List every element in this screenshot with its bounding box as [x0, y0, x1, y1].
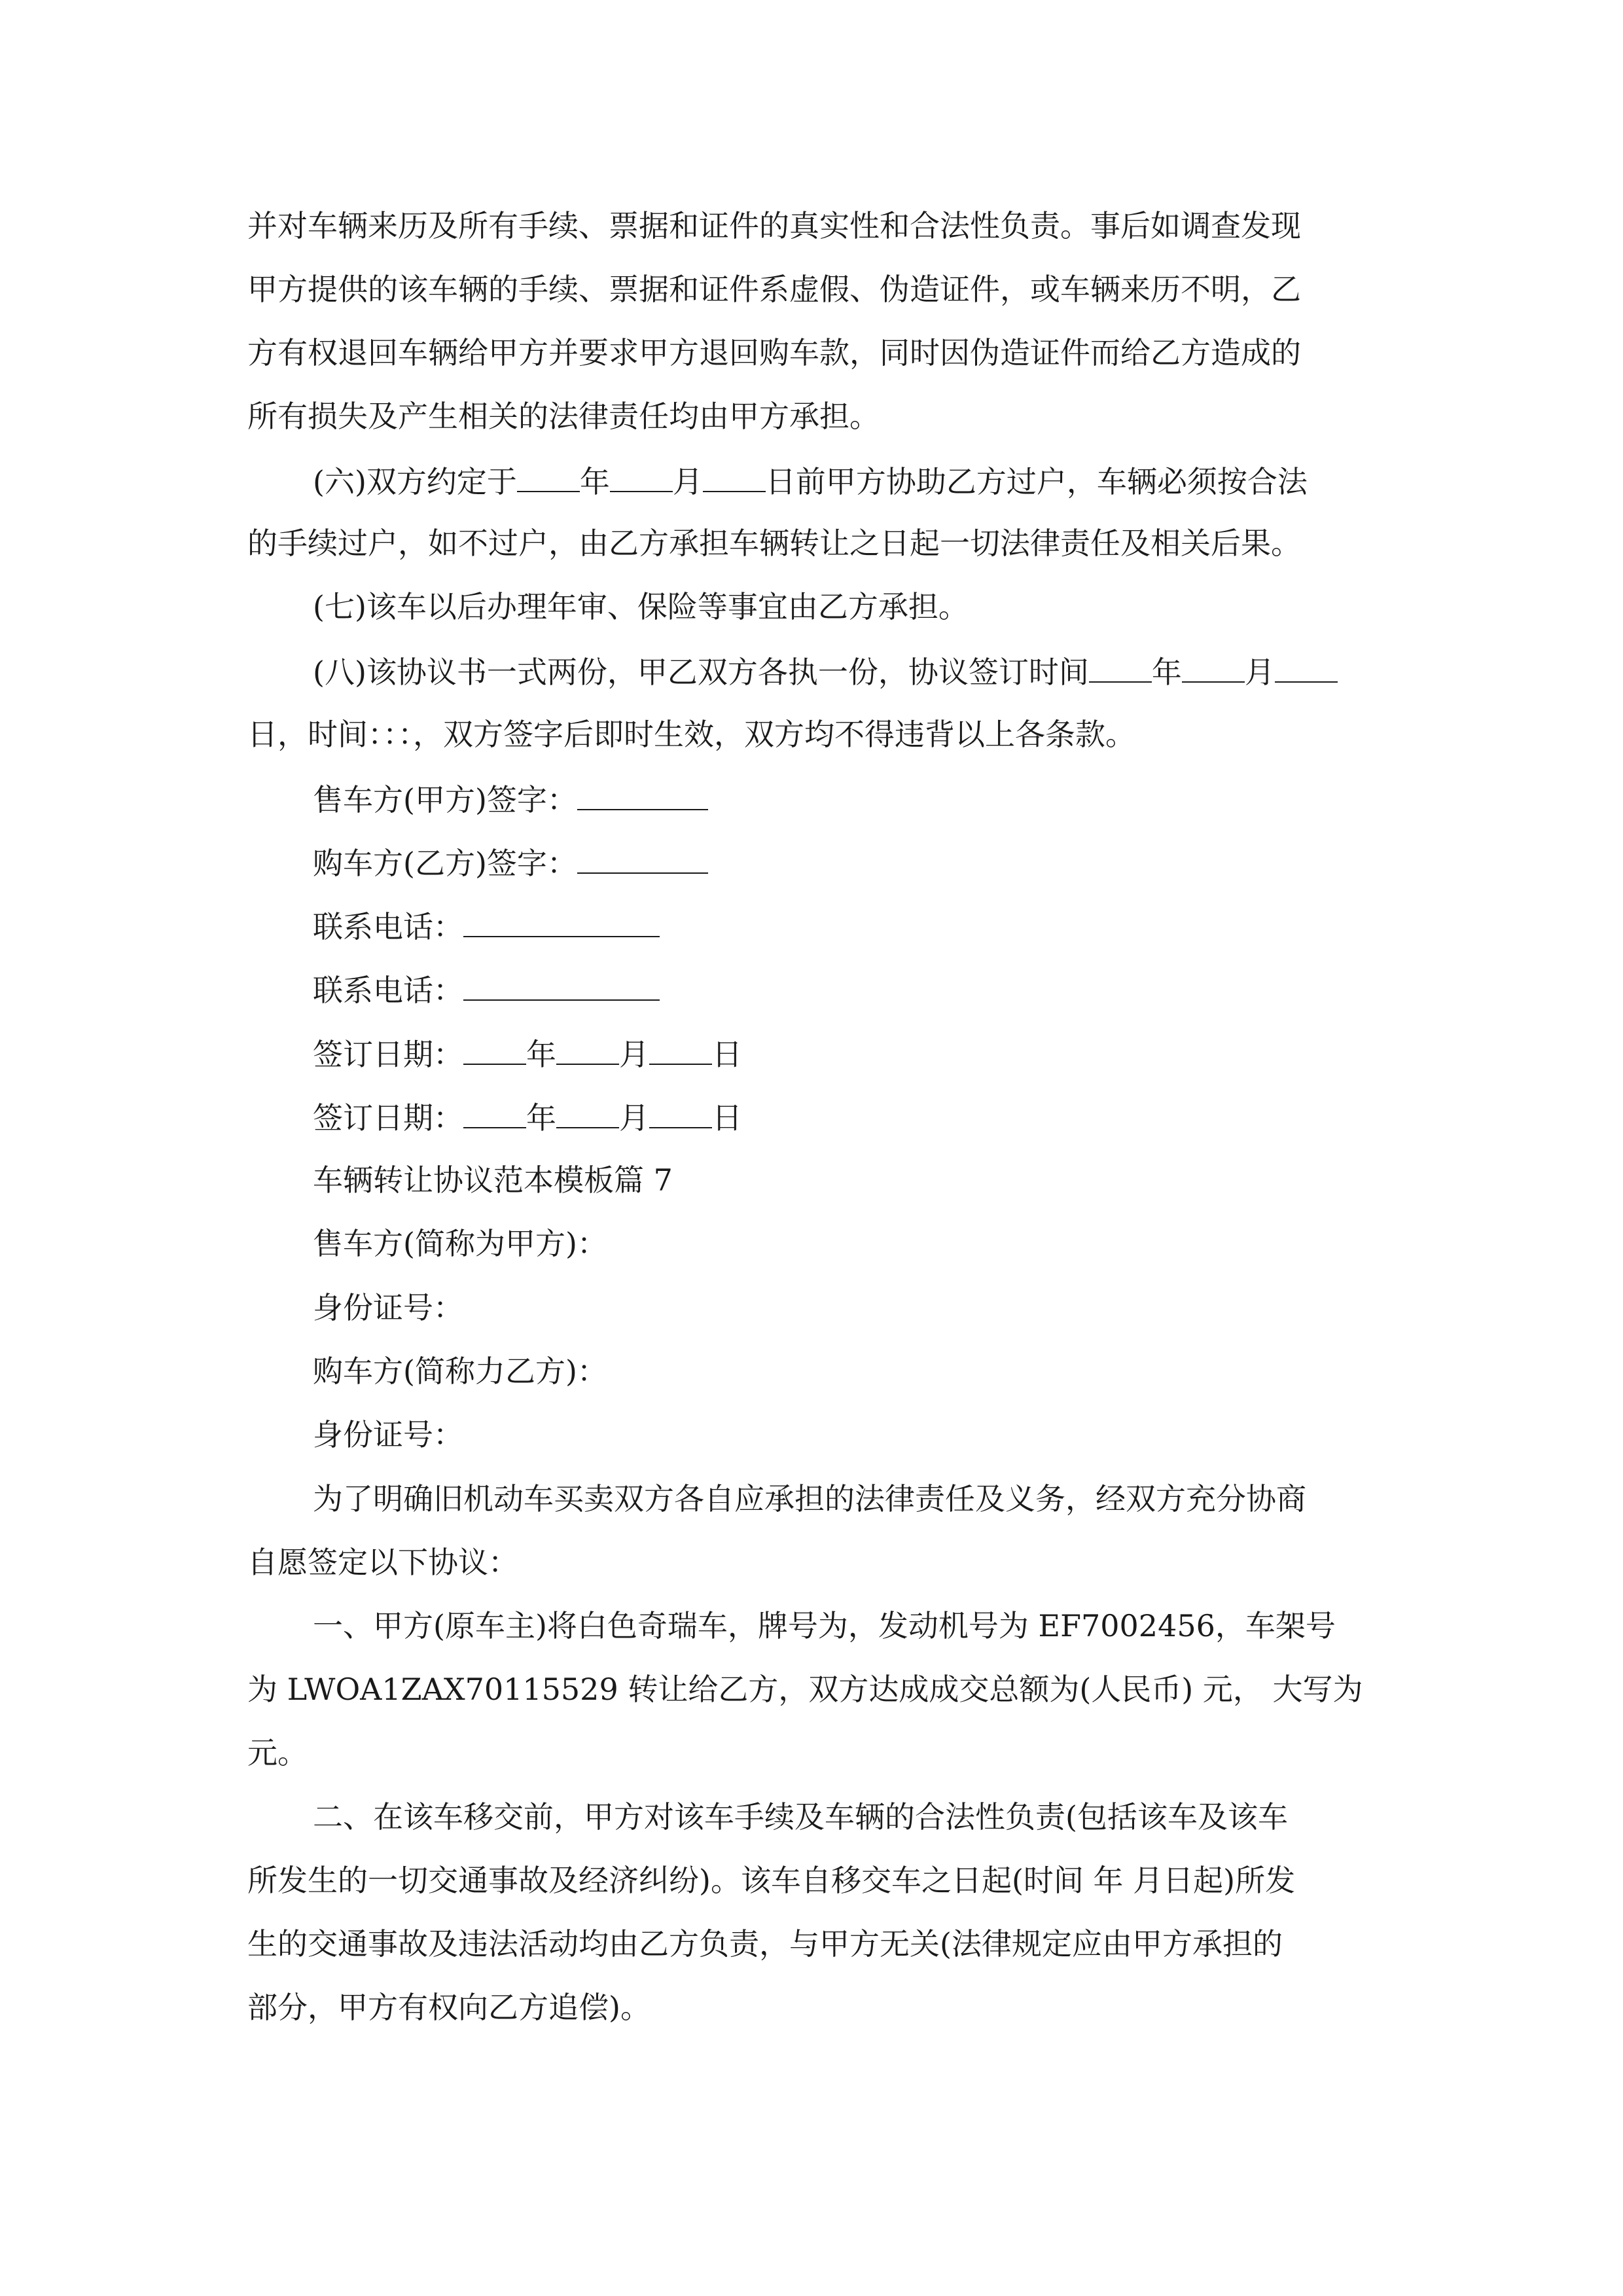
seller-id-line: 身份证号： — [313, 1290, 463, 1325]
year-blank — [463, 1097, 526, 1128]
year-blank — [1089, 651, 1152, 683]
year-label: 年 — [579, 464, 610, 499]
paragraph-line: 元。 — [247, 1735, 308, 1770]
seller-line: 售车方(简称为甲方)： — [313, 1226, 607, 1261]
day-blank — [1275, 651, 1338, 683]
day-blank — [649, 1033, 712, 1065]
year-label: 年 — [526, 1037, 556, 1072]
phone-line — [313, 969, 660, 1010]
clause-eight — [313, 651, 1338, 692]
clause-six — [313, 461, 1308, 501]
phone-label: 联系电话： — [313, 909, 463, 944]
month-label: 月 — [672, 464, 703, 499]
buyer-sign-label: 购车方(乙方)签字： — [313, 846, 577, 881]
buyer-signature — [313, 842, 708, 883]
paragraph-line: 一、甲方(原车主)将白色奇瑞车，牌号为，发动机号为 EF7002456，车架号 — [313, 1608, 1336, 1643]
month-blank — [556, 1033, 619, 1065]
day-label: 日 — [712, 1037, 742, 1072]
buyer-line: 购车方(简称力乙方)： — [313, 1354, 607, 1389]
month-label: 月 — [619, 1100, 649, 1136]
year-blank — [463, 1033, 526, 1065]
phone-label: 联系电话： — [313, 973, 463, 1008]
month-blank — [1182, 651, 1245, 683]
seller-sign-label: 售车方(甲方)签字： — [313, 782, 577, 817]
year-label: 年 — [1151, 655, 1182, 690]
signature-blank — [577, 779, 708, 810]
signature-blank — [577, 842, 708, 874]
day-blank — [649, 1097, 712, 1128]
year-label: 年 — [526, 1100, 556, 1136]
day-blank — [703, 461, 766, 492]
paragraph-line: 日，时间：：：，双方签字后即时生效，双方均不得违背以上各条款。 — [247, 717, 1135, 752]
clause-text: 日前甲方协助乙方过户，车辆必须按合法 — [765, 464, 1308, 499]
paragraph-line: 为 LWOA1ZAX70115529 转让给乙方，双方达成成交总额为(人民币) 元， 大写为 — [247, 1672, 1363, 1707]
phone-line — [313, 906, 660, 946]
paragraph-line: 部分，甲方有权向乙方追偿)。 — [247, 1990, 651, 2025]
month-blank — [610, 461, 673, 492]
paragraph-line: 所发生的一切交通事故及经济纠纷)。该车自移交车之日起(时间 年 月日起)所发 — [247, 1863, 1296, 1898]
month-label: 月 — [619, 1037, 649, 1072]
paragraph-line: 甲方提供的该车辆的手续、票据和证件系虚假、伪造证件，或车辆来历不明，乙 — [247, 272, 1301, 307]
phone-blank — [463, 969, 660, 1001]
month-blank — [556, 1097, 619, 1128]
paragraph-line: 自愿签定以下协议： — [247, 1545, 518, 1580]
paragraph-line: 方有权退回车辆给甲方并要求甲方退回购车款，同时因伪造证件而给乙方造成的 — [247, 335, 1301, 370]
sign-date-line — [313, 1033, 742, 1074]
section-title: 车辆转让协议范本模板篇 7 — [313, 1162, 673, 1198]
year-blank — [517, 461, 580, 492]
month-label: 月 — [1244, 655, 1275, 690]
date-label: 签订日期： — [313, 1100, 463, 1136]
paragraph-line: 的手续过户，如不过户，由乙方承担车辆转让之日起一切法律责任及相关后果。 — [247, 526, 1301, 561]
buyer-id-line: 身份证号： — [313, 1417, 463, 1452]
paragraph-line: 并对车辆来历及所有手续、票据和证件的真实性和合法性负责。事后如调查发现 — [247, 208, 1301, 243]
date-label: 签订日期： — [313, 1037, 463, 1072]
clause-seven: (七)该车以后办理年审、保险等事宜由乙方承担。 — [313, 589, 969, 624]
clause-text: (六)双方约定于 — [313, 464, 517, 499]
paragraph-line: 为了明确旧机动车买卖双方各自应承担的法律责任及义务，经双方充分协商 — [313, 1481, 1306, 1516]
paragraph-line: 所有损失及产生相关的法律责任均由甲方承担。 — [247, 399, 880, 434]
sign-date-line — [313, 1097, 742, 1138]
phone-blank — [463, 906, 660, 937]
day-label: 日 — [712, 1100, 742, 1136]
paragraph-line: 二、在该车移交前，甲方对该车手续及车辆的合法性负责(包括该车及该车 — [313, 1799, 1288, 1835]
clause-text: (八)该协议书一式两份，甲乙双方各执一份，协议签订时间 — [313, 655, 1089, 690]
seller-signature — [313, 779, 708, 819]
paragraph-line: 生的交通事故及违法活动均由乙方负责，与甲方无关(法律规定应由甲方承担的 — [247, 1926, 1283, 1962]
